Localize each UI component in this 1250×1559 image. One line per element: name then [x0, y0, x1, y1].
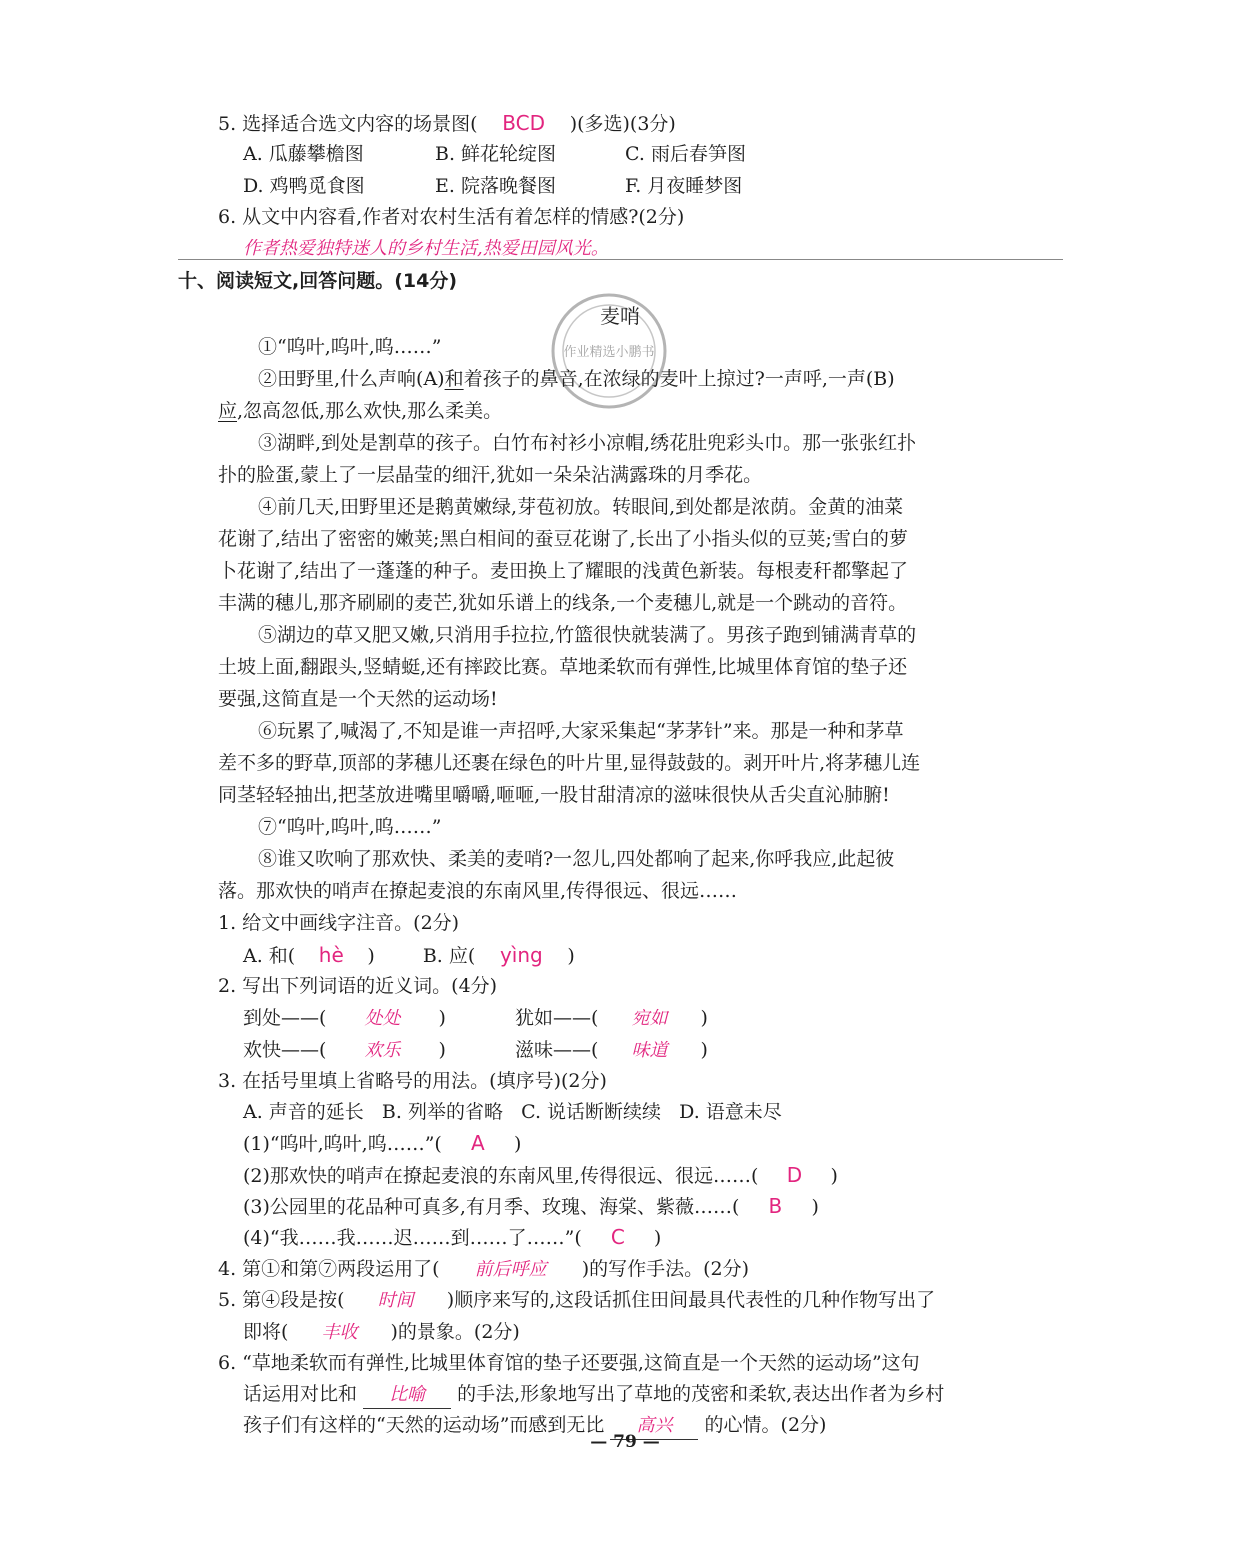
subq3-text-3: (3)公园里的花品种可真多,有月季、玫瑰、海棠、紫薇……(: [243, 1196, 740, 1218]
paragraph-7: ⑦“呜叶,呜叶,呜……”: [258, 816, 442, 838]
subq2-word-3: 欢快——(: [243, 1039, 327, 1061]
subq5-mid: )顺序来写的,这段话抓住田间最具代表性的几种作物写出了: [446, 1289, 936, 1311]
subq1-b-close: ): [567, 945, 575, 967]
subq2-answer-1: 处处: [364, 1008, 401, 1029]
subq4-post: )的写作手法。(2分): [581, 1258, 750, 1280]
p2-segment-b: 着孩子的鼻音,在浓绿的麦叶上掠过?一声呼,一声(B): [463, 368, 895, 390]
subq3-choices: A. 声音的延长 B. 列举的省略 C. 说话断断续续 D. 语意未尽: [243, 1101, 782, 1123]
subq1-b-label: B. 应(: [422, 945, 476, 967]
subq3-item-3: [243, 1193, 819, 1220]
paragraph-5-line-3: 要强,这简直是一个天然的运动场!: [218, 688, 498, 710]
q6-answer: 作者热爱独特迷人的乡村生活,热爱田园风光。: [243, 238, 609, 259]
subq6-line2-pre: 话运用对比和: [243, 1383, 358, 1405]
subq2-stem: 2. 写出下列词语的近义词。(4分): [218, 975, 498, 997]
p2-segment-a: ②田野里,什么声响(A): [258, 368, 445, 390]
paragraph-4-line-4: 丰满的穗儿,那齐刷刷的麦芒,犹如乐谱上的线条,一个麦穗儿,就是一个跳动的音符。: [218, 592, 908, 614]
subq4-pre: 4. 第①和第⑦两段运用了(: [218, 1258, 440, 1280]
subq2-word-2: 犹如——(: [515, 1007, 599, 1029]
underlined-char-he: 和: [444, 368, 464, 390]
q5-option-f: F. 月夜睡梦图: [625, 175, 743, 197]
q5-option-a: A. 瓜藤攀檐图: [243, 143, 364, 165]
subq2-answer-2: 宛如: [631, 1008, 668, 1029]
subq2-item-1: [243, 1005, 446, 1032]
paragraph-1: ①“呜叶,呜叶,呜……”: [258, 336, 442, 358]
subq3-text-2: (2)那欢快的哨声在撩起麦浪的东南风里,传得很远、很远……(: [243, 1165, 759, 1187]
subq4: [218, 1256, 749, 1283]
subq1-a-answer: hè: [318, 943, 344, 967]
page-dash-right: —: [636, 1432, 660, 1452]
q5-option-d: D. 鸡鸭觅食图: [243, 175, 365, 197]
subq6-line3-post: 的心情。(2分): [704, 1414, 827, 1436]
subq5-line-2: [243, 1319, 520, 1346]
paragraph-2-line-1: [258, 366, 895, 392]
subq3-answer-1: A: [471, 1131, 485, 1155]
page-dash-left: —: [590, 1432, 614, 1452]
subq3-close-3: ): [811, 1196, 819, 1218]
paragraph-2-line-2: [218, 398, 502, 424]
subq1-b-answer: yìng: [499, 943, 543, 967]
subq2-close-1: ): [438, 1007, 446, 1029]
subq2-close-4: ): [700, 1039, 708, 1061]
subq2-item-3: [243, 1037, 446, 1064]
q5-option-c: C. 雨后春笋图: [625, 143, 746, 165]
subq6-line3-pre: 孩子们有这样的“天然的运动场”而感到无比: [243, 1414, 605, 1436]
subq5-post: )的景象。(2分): [390, 1321, 520, 1343]
paragraph-6-line-1: ⑥玩累了,喊渴了,不知是谁一声招呼,大家采集起“茅茅针”来。那是一种和茅草: [258, 720, 904, 742]
subq2-word-1: 到处——(: [243, 1007, 327, 1029]
subq6-line-3: [243, 1412, 826, 1440]
subq2-item-2: [515, 1005, 708, 1032]
subq3-answer-3: B: [768, 1194, 783, 1218]
subq2-close-3: ): [438, 1039, 446, 1061]
subq6-answer-2: 高兴: [610, 1413, 698, 1440]
subq6-answer-1: 比喻: [363, 1382, 451, 1409]
q5-answer: BCD: [502, 111, 545, 135]
subq1-a-close: ): [367, 945, 375, 967]
subq5-answer-2: 丰收: [321, 1322, 358, 1343]
subq1-stem: 1. 给文中画线字注音。(2分): [218, 912, 460, 934]
paragraph-6-line-2: 差不多的野草,顶部的茅穗儿还裹在绿色的叶片里,显得鼓鼓的。剥开叶片,将茅穗儿连: [218, 752, 921, 774]
subq2-word-4: 滋味——(: [515, 1039, 599, 1061]
stamp-text: 作业精选小鹏书: [563, 345, 655, 360]
subq1-answers: [243, 942, 575, 969]
subq3-text-1: (1)“呜叶,呜叶,呜……”(: [243, 1133, 442, 1155]
p2-segment-c: ,忽高忽低,那么欢快,那么柔美。: [237, 400, 503, 422]
subq2-close-2: ): [700, 1007, 708, 1029]
subq2-item-4: [515, 1037, 708, 1064]
section-divider: [178, 259, 1063, 260]
q5-stem-text: 5. 选择适合选文内容的场景图(: [218, 113, 478, 135]
passage-title: 麦哨: [600, 304, 640, 328]
subq3-close-2: ): [830, 1165, 838, 1187]
subq5-pre2: 即将(: [243, 1321, 289, 1343]
subq5-line-1: [218, 1287, 935, 1314]
q5-option-b: B. 鲜花轮绽图: [435, 143, 557, 165]
subq4-answer: 前后呼应: [474, 1259, 547, 1280]
subq6-line-2: [243, 1381, 944, 1409]
subq3-item-4: [243, 1224, 661, 1251]
subq2-answer-3: 欢乐: [364, 1040, 401, 1061]
subq2-answer-4: 味道: [631, 1040, 668, 1061]
subq5-pre: 5. 第④段是按(: [218, 1289, 345, 1311]
paragraph-6-line-3: 同茎轻轻抽出,把茎放进嘴里嚼嚼,咂咂,一股甘甜清凉的滋味很快从舌尖直沁肺腑!: [218, 784, 890, 806]
paragraph-4-line-2: 花谢了,结出了密密的嫩荚;黑白相间的蚕豆花谢了,长出了小指头似的豆荚;雪白的萝: [218, 528, 908, 550]
subq3-close-1: ): [513, 1133, 522, 1155]
paragraph-8-line-2: 落。那欢快的哨声在撩起麦浪的东南风里,传得很远、很远……: [218, 880, 738, 902]
page-number: [580, 1432, 670, 1452]
paragraph-8-line-1: ⑧谁又吹响了那欢快、柔美的麦哨?一忽儿,四处都响了起来,你呼我应,此起彼: [258, 848, 895, 870]
subq3-item-1: [243, 1130, 521, 1157]
subq1-a-label: A. 和(: [243, 945, 296, 967]
paragraph-4-line-1: ④前几天,田野里还是鹅黄嫩绿,芽苞初放。转眼间,到处都是浓荫。金黄的油菜: [258, 496, 904, 518]
page-number-value: 79: [613, 1432, 637, 1452]
underlined-char-ying: 应: [218, 400, 238, 422]
subq3-answer-4: C: [610, 1225, 625, 1249]
subq3-close-4: ): [653, 1227, 662, 1249]
q5-option-e: E. 院落晚餐图: [435, 175, 556, 197]
q5-stem-tail: )(多选)(3分): [569, 113, 676, 135]
paragraph-5-line-1: ⑤湖边的草又肥又嫩,只消用手拉拉,竹篮很快就装满了。男孩子跑到铺满青草的: [258, 624, 917, 646]
subq3-stem: 3. 在括号里填上省略号的用法。(填序号)(2分): [218, 1070, 607, 1092]
subq3-answer-2: D: [786, 1163, 803, 1187]
subq6-line-1: 6. “草地柔软而有弹性,比城里体育馆的垫子还要强,这简直是一个天然的运动场”这句: [218, 1352, 920, 1374]
subq3-item-2: [243, 1162, 838, 1189]
paragraph-5-line-2: 土坡上面,翻跟头,竖蜻蜓,还有摔跤比赛。草地柔软而有弹性,比城里体育馆的垫子还: [218, 656, 908, 678]
paragraph-3-line-1: ③湖畔,到处是割草的孩子。白竹布衬衫小凉帽,绣花肚兜彩头巾。那一张张红扑: [258, 432, 917, 454]
q5-stem: [218, 110, 676, 137]
subq3-text-4: (4)“我……我……迟……到……了……”(: [243, 1227, 582, 1249]
paragraph-3-line-2: 扑的脸蛋,蒙上了一层晶莹的细汗,犹如一朵朵沾满露珠的月季花。: [218, 464, 763, 486]
subq5-answer-1: 时间: [377, 1290, 414, 1311]
paragraph-4-line-3: 卜花谢了,结出了一蓬蓬的种子。麦田换上了耀眼的浅黄色新装。每根麦秆都擎起了: [218, 560, 909, 582]
subq6-line2-post: 的手法,形象地写出了草地的茂密和柔软,表达出作者为乡村: [457, 1383, 945, 1405]
q6-stem: 6. 从文中内容看,作者对农村生活有着怎样的情感?(2分): [218, 206, 685, 228]
section10-heading: 十、阅读短文,回答问题。(14分): [178, 270, 458, 292]
